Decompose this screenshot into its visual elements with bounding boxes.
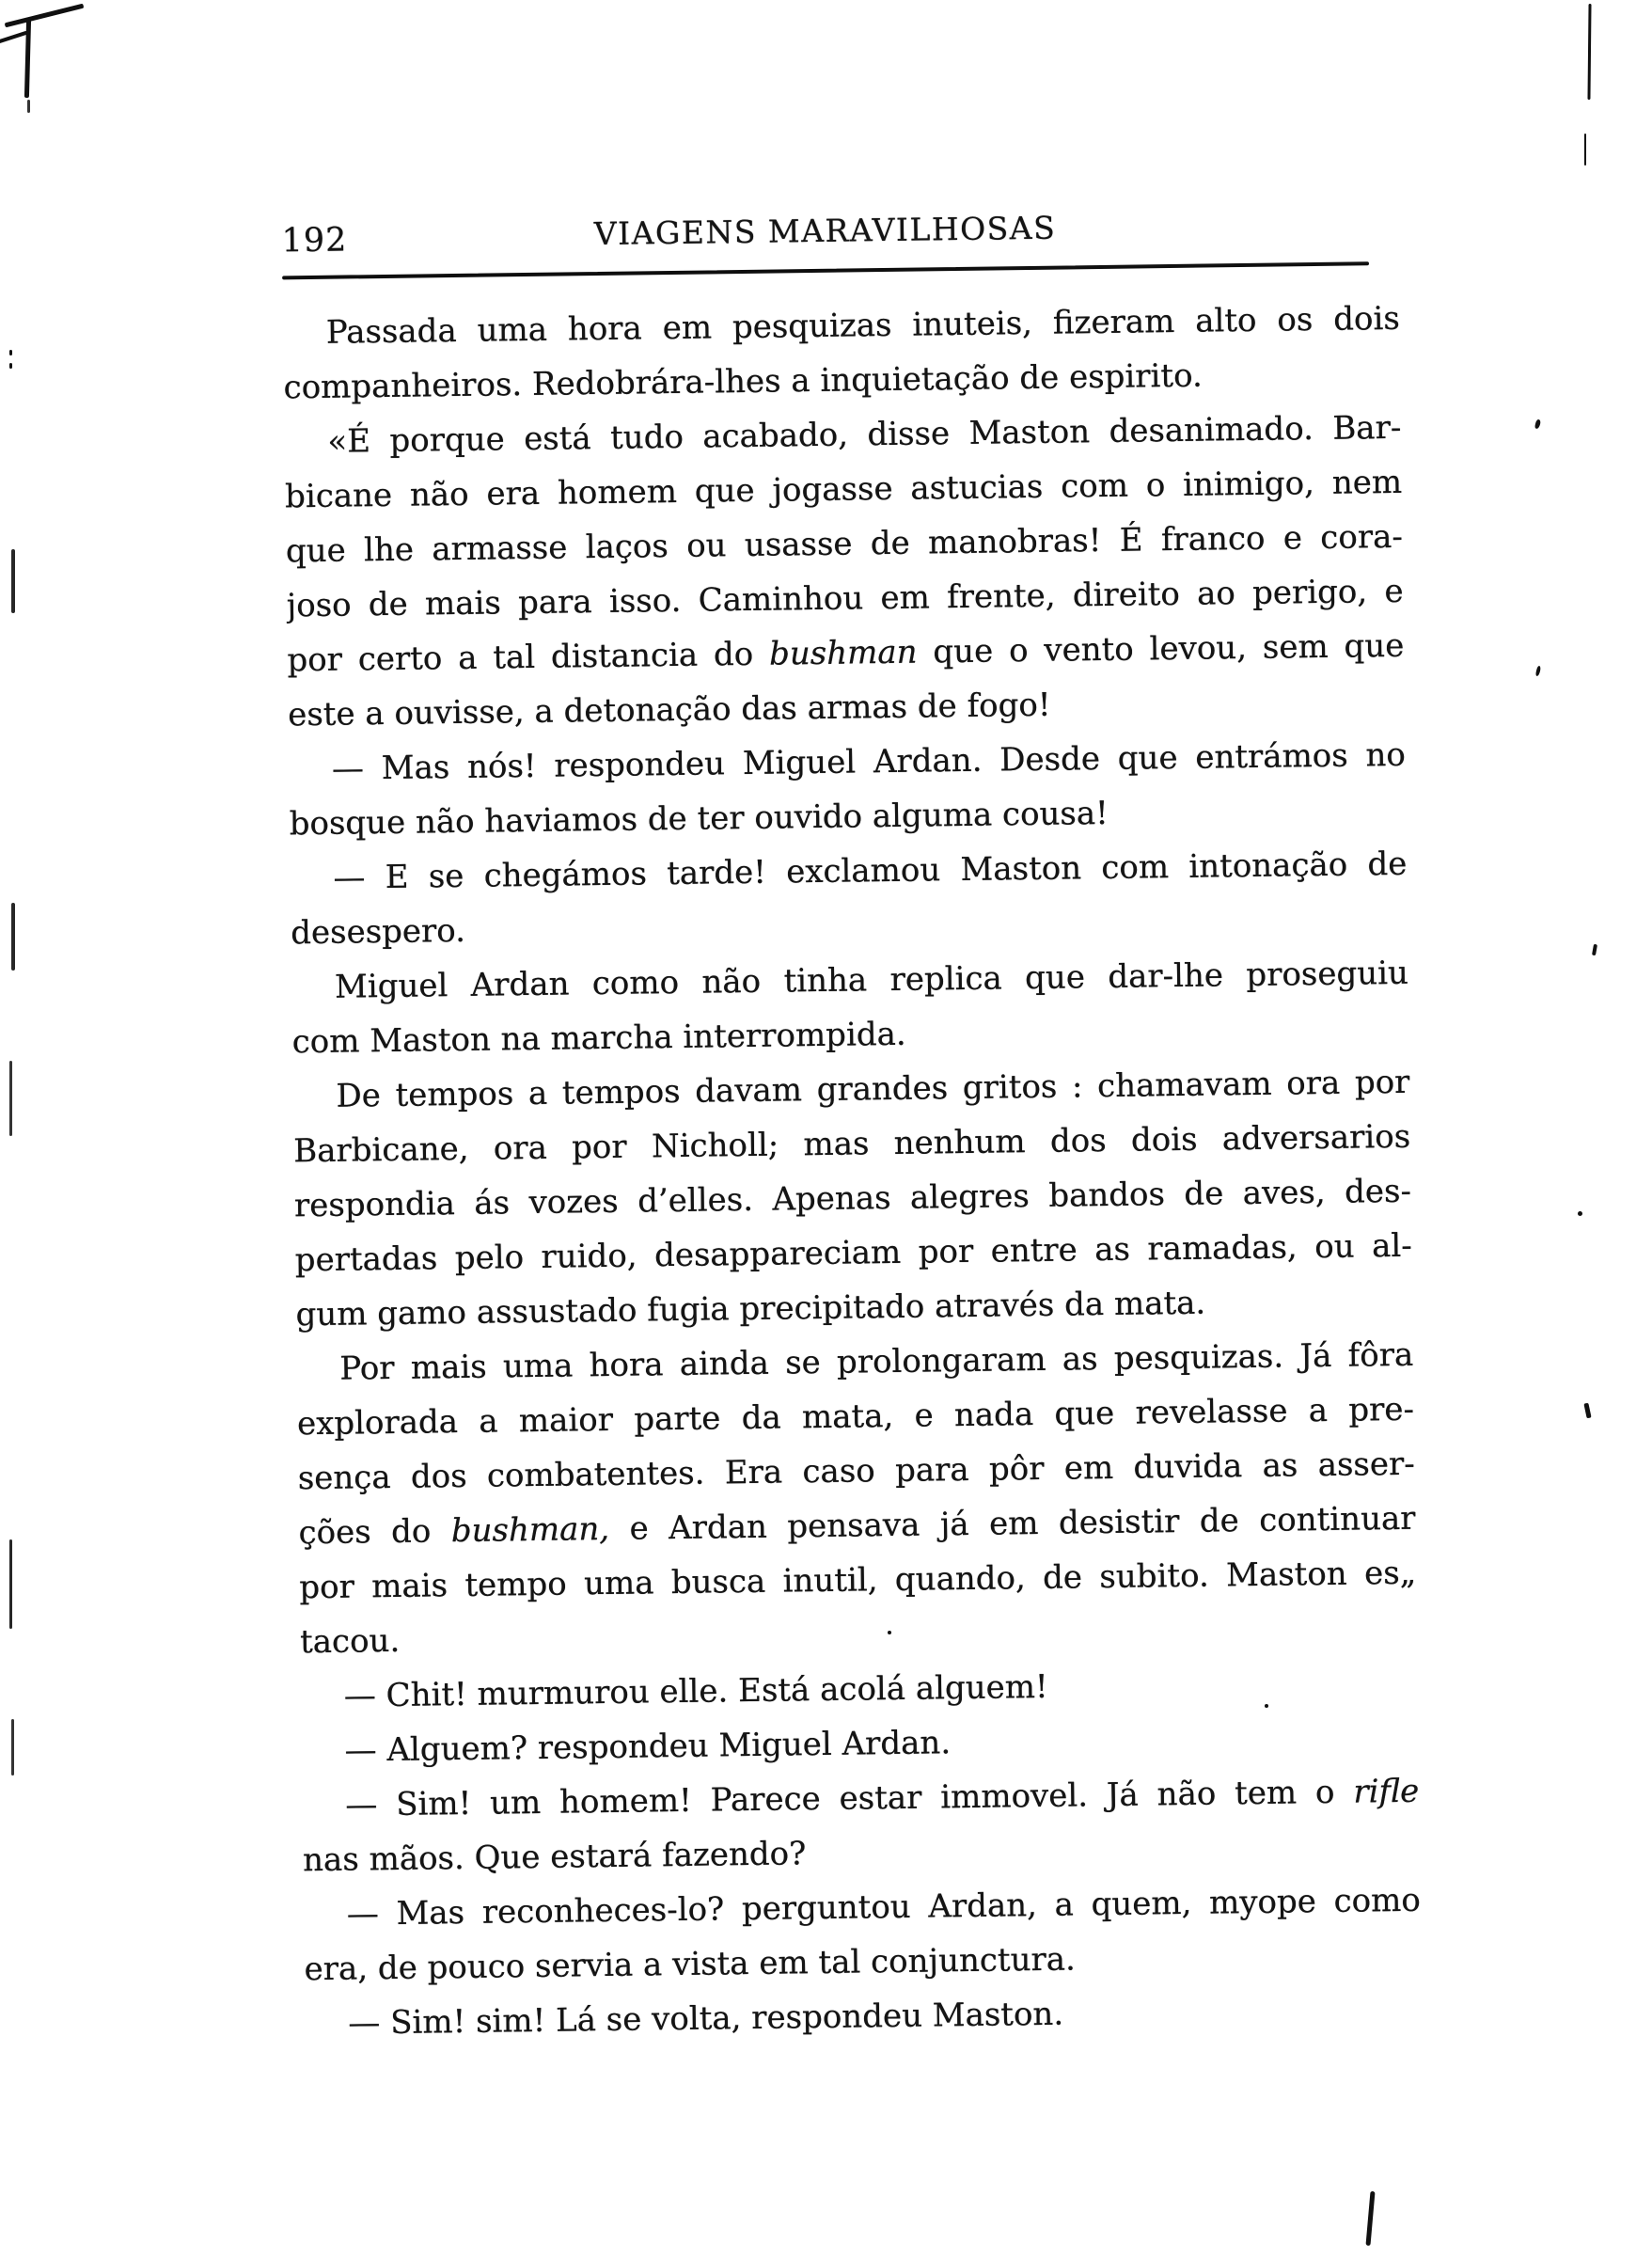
page-number: 192 — [281, 221, 348, 260]
scan-artifact-mid-dot-2 — [1265, 1704, 1268, 1708]
text-segment: sença dos combatentes. Era caso para pôr em duvida as asser- — [297, 1444, 1415, 1498]
text-segment: explorada a maior parte da mata, e nada que revelasse a pre- — [296, 1390, 1415, 1444]
scan-artifact-left-tick-2 — [9, 363, 12, 369]
text-segment: Passada uma hora em pesquizas inuteis, fizeram alto os dois — [325, 299, 1401, 352]
scan-artifact-left-line-3 — [9, 1061, 12, 1136]
text-segment: que o vento levou, sem que — [917, 626, 1405, 671]
italic-word: bushman, — [450, 1509, 610, 1551]
body-text — [283, 292, 1423, 2051]
scan-artifact-mid-dot-1 — [888, 1631, 891, 1634]
scan-artifact-left-line-1 — [11, 549, 15, 613]
text-segment: — Sim! um homem! Parece estar immovel. Já não tem o — [345, 1773, 1354, 1824]
text-segment: pertadas pelo ruido, desappareciam por entre as ramadas, ou al- — [294, 1226, 1412, 1280]
text-segment: e Ardan pensava já em desistir de continuar — [608, 1499, 1416, 1548]
text-segment: bosque não haviamos de ter ouvido alguma cousa! — [289, 794, 1109, 844]
text-segment: com Maston na marcha interrompida. — [291, 1015, 906, 1062]
scan-artifact-left-line-2 — [11, 903, 15, 971]
text-segment: era, de pouco servia a vista em tal conjunctura. — [304, 1940, 1077, 1989]
text-segment: respondia ás vozes d’elles. Apenas alegres bandos de aves, des- — [293, 1172, 1412, 1225]
text-segment: — Chit! murmurou elle. Está acolá alguem! — [343, 1667, 1048, 1715]
scan-artifact-left-line-5 — [11, 1719, 14, 1776]
italic-word: bushman — [768, 633, 918, 673]
scan-artifact-right-dot-1 — [1578, 1211, 1582, 1216]
scan-artifact-left-tick-1 — [9, 350, 12, 355]
text-segment: «É porque está tudo acabado, disse Maston desanimado. Bar- — [327, 408, 1402, 461]
text-segment: nas mãos. Que estará fazendo? — [302, 1835, 807, 1880]
text-segment: por certo a tal distancia do — [287, 635, 770, 680]
text-segment: De tempos a tempos davam grandes gritos : chamavam ora por — [336, 1063, 1410, 1115]
text-segment: — Mas reconheces-lo? perguntou Ardan, a quem, myope como — [346, 1881, 1422, 1933]
running-head — [281, 205, 1369, 262]
text-segment: Por mais uma hora ainda se prolongaram as pesquizas. Já fôra — [339, 1335, 1414, 1388]
text-segment: por mais tempo uma busca inutil, quando, de subito. Maston es„ — [299, 1554, 1417, 1607]
running-title: VIAGENS MARAVILHOSAS — [593, 209, 1057, 253]
text-segment: ções do — [298, 1512, 452, 1553]
text-segment: este a ouvisse, a detonação das armas de fogo! — [287, 686, 1051, 734]
text-segment: — Mas nós! respondeu Miguel Ardan. Desde que entrámos no — [331, 735, 1407, 788]
scan-artifact-left-line-4 — [9, 1539, 12, 1629]
text-segment: — Alguem? respondeu Miguel Ardan. — [344, 1724, 952, 1770]
scan-artifact-topright-dash — [1584, 134, 1586, 166]
text-segment: desespero. — [290, 911, 466, 953]
text-segment: companheiros. Redobrára-lhes a inquietação de espirito. — [283, 356, 1203, 407]
text-segment: — E se chegámos tarde! exclamou Maston com intonação de — [333, 844, 1408, 897]
text-segment: Barbicane, ora por Nicholl; mas nenhum dos dois adversarios — [293, 1117, 1411, 1171]
text-segment: joso de mais para isso. Caminhou em frente, direito ao perigo, e — [286, 572, 1404, 625]
text-segment: que lhe armasse laços ou usasse de manobras! É franco e cora- — [285, 517, 1404, 571]
scan-artifact-corner-vertical-tail — [27, 100, 30, 113]
text-segment: tacou. — [299, 1621, 401, 1662]
text-segment: bicane não era homem que jogasse astucias com o inimigo, nem — [284, 463, 1403, 516]
text-segment: Miguel Ardan como não tinha replica que dar-lhe proseguiu — [334, 954, 1409, 1006]
header-rule — [282, 261, 1369, 279]
text-segment: — Sim! sim! Lá se volta, respondeu Maston. — [348, 1995, 1064, 2043]
text-segment: gum gamo assustado fugia precipitado através da mata. — [295, 1284, 1206, 1334]
italic-word: rifle — [1353, 1772, 1420, 1811]
